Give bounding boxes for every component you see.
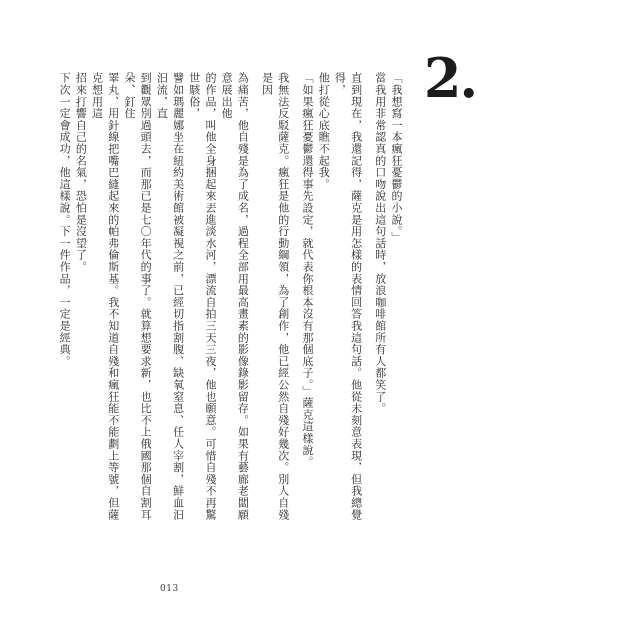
chapter-number: 2.	[423, 46, 477, 110]
paragraph: 睪丸、用針線把嘴巴縫起來的帕弗倫斯基。我不知道自殘和瘋狂能不能劃上等號，但薩克想用這	[90, 72, 120, 521]
paragraph: 「如果瘋狂憂鬱還得事先設定，就代表你根本沒有那個底子。」薩克這樣說。	[300, 72, 314, 468]
paragraph: 他打從心底瞧不起我。	[317, 72, 331, 190]
paragraph: 下次一定會成功，他這樣說。下一件作品，一定是經典。	[58, 72, 72, 367]
body-text	[48, 72, 404, 522]
paragraph: 到觀眾別過頭去，而那已是七〇年代的事了。就算想要求新，也比不上俄國那個自割耳朵、釘住	[122, 72, 153, 521]
page-number: 013	[160, 584, 179, 594]
paragraph: 譬如瑪麗娜坐在紐約美術館被凝視之前，已經切指割腹、缺氧窒息、任人宰割，鮮血汩汩流，直	[155, 72, 185, 521]
paragraph: 為痛苦，他自殘是為了成名，過程全部用最高畫素的影像錄影留存。如果有藝廊老闆願意展出他	[220, 72, 250, 521]
paragraph: 「我想寫一本瘋狂憂鬱的小說。」	[390, 72, 403, 244]
paragraph: 的作品，叫他全身捆起來丟進淡水河，漂流自拍三天三夜，他也願意。可惜自殘不再驚世駭俗，	[187, 72, 217, 521]
paragraph: 我無法反駁薩克。瘋狂是他的行動綱領，為了創作，他已經公然自殘好幾次。別人自殘是因	[260, 72, 290, 521]
paragraph: 直到現在，我還記得，薩克是用怎樣的表情回答我這句話。他從未刻意表現，但我總覺得，	[333, 72, 363, 521]
paragraph: 招來打響自己的名氣，恐怕是沒望了。	[74, 72, 88, 273]
paragraph: 當我用非常認真的口吻說出這句話時，放浪咖啡館所有人都笑了。	[373, 72, 387, 415]
